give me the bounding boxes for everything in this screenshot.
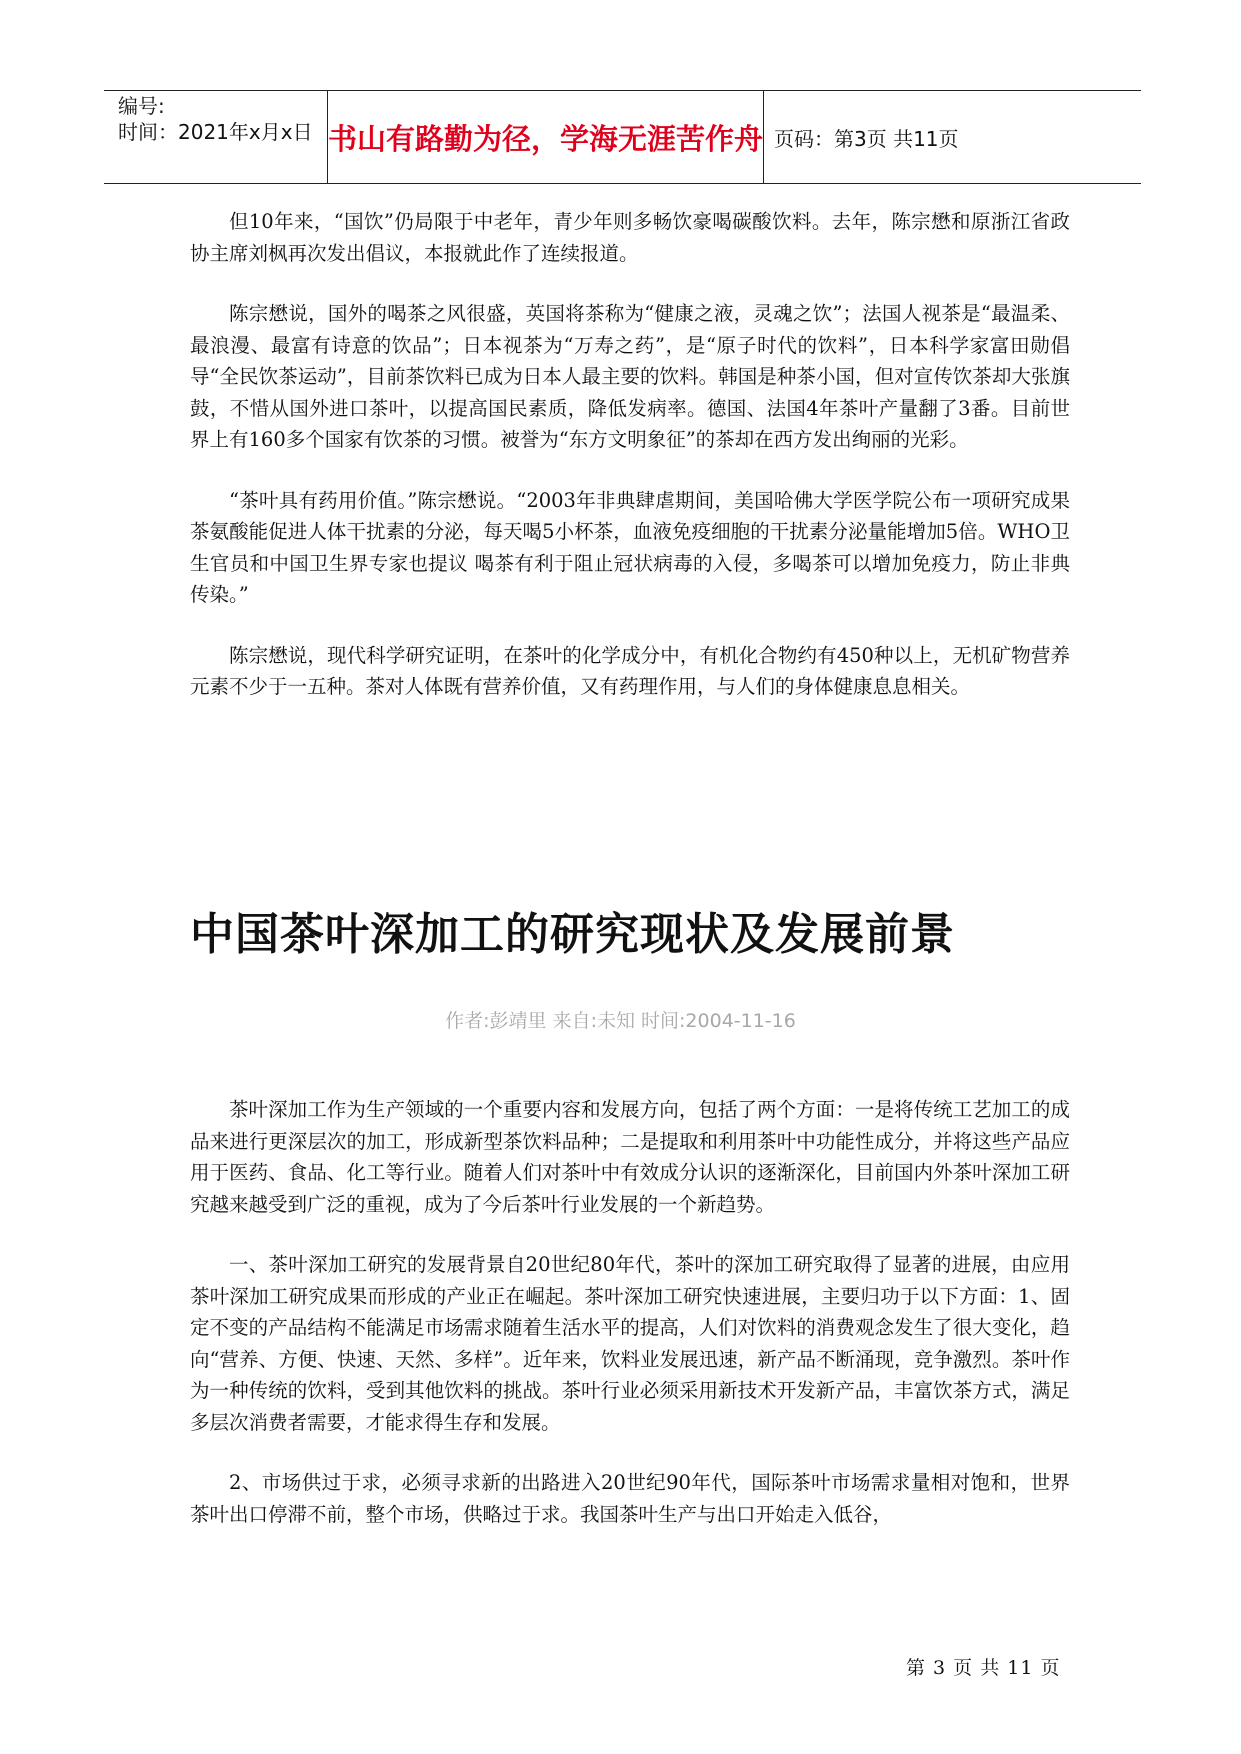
paragraph: 陈宗懋说，现代科学研究证明，在茶叶的化学成分中，有机化合物约有450种以上，无机矿物营养元素不少于一五种。茶对人体既有营养价值，又有药理作用，与人们的身体健康息息相关。 xyxy=(190,643,1070,698)
article-title: 中国茶叶深加工的研究现状及发展前景 xyxy=(190,909,955,960)
header-number-label: 编号: xyxy=(118,94,165,118)
paragraph: “茶叶具有药用价值。”陈宗懋说。“2003年非典肆虐期间，美国哈佛大学医学院公布一项研究成果 茶氨酸能促进人体干扰素的分泌，每天喝5小杯茶，血液免疫细胞的干扰素分泌量能增加5倍。WHO卫生官员和中国卫生界专家也提议 喝茶有利于阻止冠状病毒的入侵，多喝茶可以增加免疫力，防止非典传染。” xyxy=(190,488,1070,606)
paragraph: 但10年来，“国饮”仍局限于中老年，青少年则多畅饮豪喝碳酸饮料。去年，陈宗懋和原浙江省政协主席刘枫再次发出倡议，本报就此作了连续报道。 xyxy=(190,210,1070,265)
paragraph: 陈宗懋说，国外的喝茶之风很盛，英国将茶称为“健康之液，灵魂之饮”；法国人视茶是“最温柔、最浪漫、最富有诗意的饮品”；日本视茶为“万寿之药”，是“原子时代的饮料”，日本科学家富田勋倡导“全民饮茶运动”，目前茶饮料已成为日本人最主要的饮料。韩国是种茶小国，但对宣传饮茶却大张旗鼓，不惜从国外进口茶叶，以提高国民素质，降低发病率。德国、法国4年茶叶产量翻了3番。目前世界上有160多个国家有饮茶的习惯。被誉为“东方文明象征”的茶却在西方发出绚丽的光彩。 xyxy=(190,302,1070,451)
paragraph: 2、市场供过于求，必须寻求新的出路进入20世纪90年代，国际茶叶市场需求量相对饱和，世界茶叶出口停滞不前，整个市场，供略过于求。我国茶叶生产与出口开始走入低谷， xyxy=(190,1471,1070,1526)
article-body xyxy=(190,1094,1070,1559)
article-byline: 作者:彭靖里 来自:未知 时间:2004-11-16 xyxy=(445,1010,796,1032)
paragraph: 茶叶深加工作为生产领域的一个重要内容和发展方向，包括了两个方面：一是将传统工艺加工的成品来进行更深层次的加工，形成新型茶饮料品种；二是提取和利用茶叶中功能性成分，并将这些产品应用于医药、食品、化工等行业。随着人们对茶叶中有效成分认识的逐渐深化，目前国内外茶叶深加工研究越来越受到广泛的重视，成为了今后茶叶行业发展的一个新趋势。 xyxy=(190,1098,1070,1216)
header-motto: 书山有路勤为径，学海无涯苦作舟 xyxy=(328,121,764,156)
header-time-label: 时间：2021年x月x日 xyxy=(118,120,313,144)
paragraph: 一、茶叶深加工研究的发展背景自20世纪80年代，茶叶的深加工研究取得了显著的进展，由应用茶叶深加工研究成果而形成的产业正在崛起。茶叶深加工研究快速进展，主要归功于以下方面：1、固定不变的产品结构不能满足市场需求随着生活水平的提高，人们对饮料的消费观念发生了很大变化，趋向“营养、方便、快速、天然、多样”。近年来，饮料业发展迅速，新产品不断涌现，竞争激烈。茶叶作为一种传统的饮料，受到其他饮料的挑战。茶叶行业必须采用新技术开发新产品，丰富饮茶方式，满足多层次消费者需要，才能求得生存和发展。 xyxy=(190,1253,1070,1434)
header-divider xyxy=(763,91,764,183)
section-body xyxy=(190,206,1070,732)
page-footer: 第 3 页 共 11 页 xyxy=(906,1657,1061,1679)
page-header xyxy=(104,90,1141,184)
header-meta xyxy=(118,93,313,145)
header-page-label: 页码：第3页 共11页 xyxy=(774,126,959,151)
